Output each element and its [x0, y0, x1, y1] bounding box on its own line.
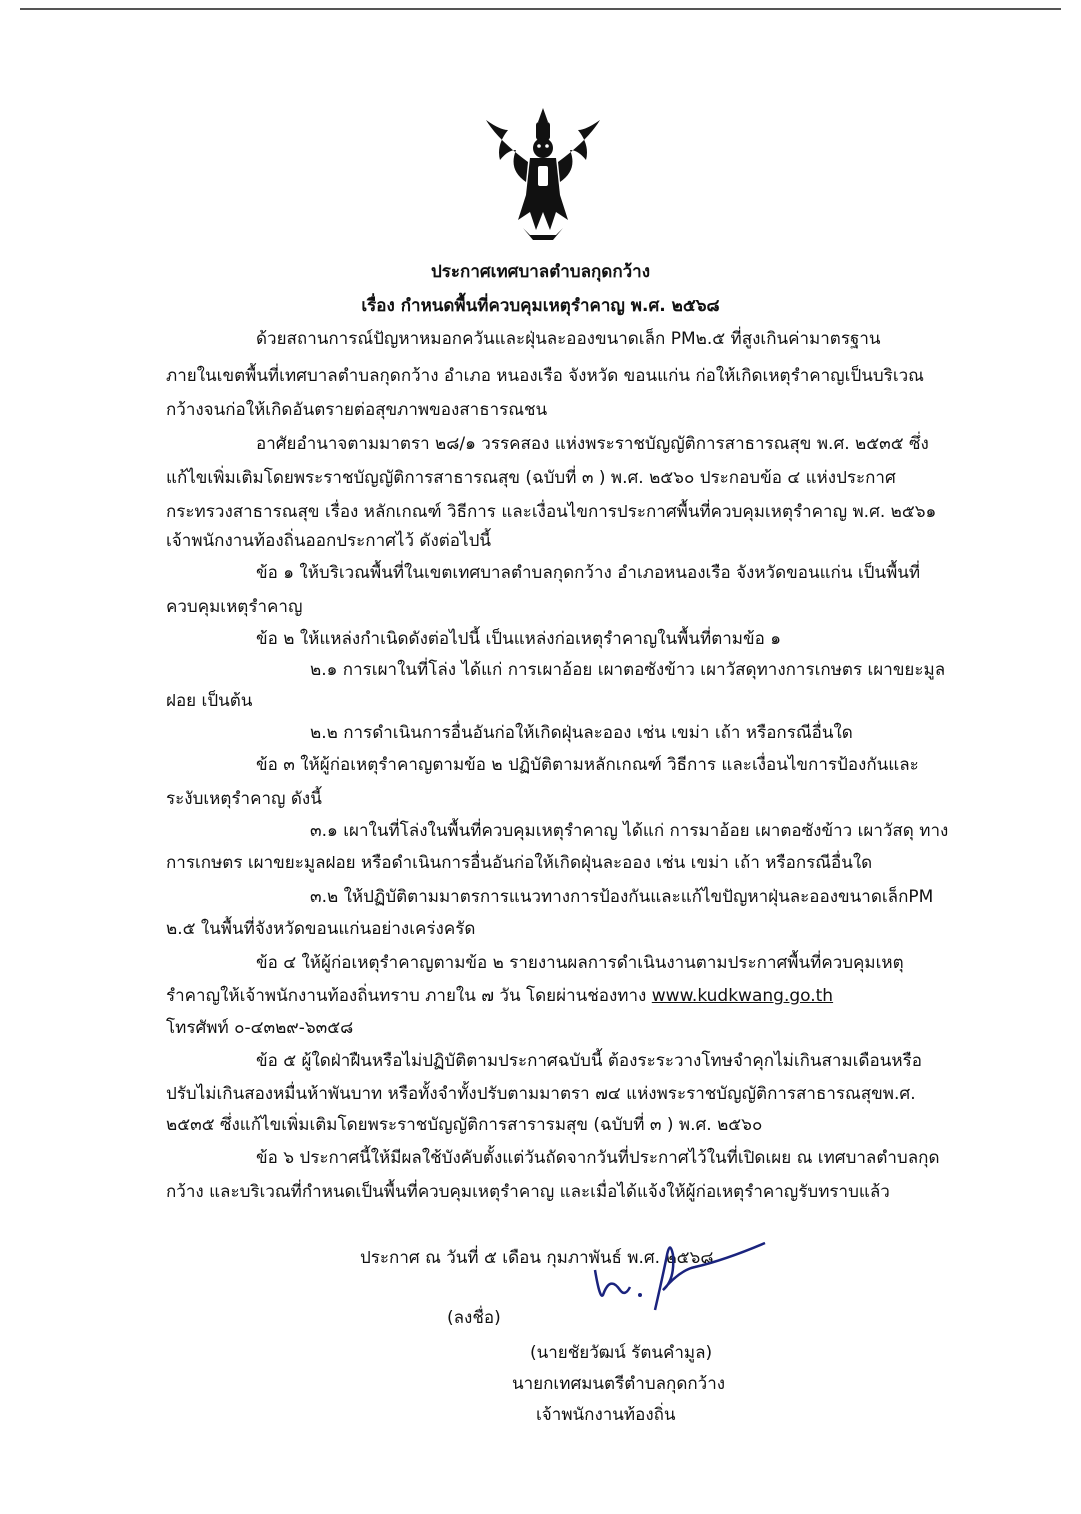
clause-line: ข้อ ๒ ให้แหล่งกำเนิดดังต่อไปนี้ เป็นแหล่งก่อเหตุรำคาญในพื้นที่ตามข้อ ๑ — [256, 629, 782, 649]
clause-line: ระงับเหตุรำคาญ ดังนี้ — [166, 789, 322, 809]
clause-line: ๒.๑ การเผาในที่โล่ง ได้แก่ การเผาอ้อย เผาตอซังข้าว เผาวัสดุทางการเกษตร เผาขยะมูล — [310, 660, 946, 680]
signature-icon — [585, 1235, 785, 1325]
signer-name: (นายชัยวัฒน์ รัตนคำมูล) — [530, 1343, 713, 1363]
clause-line: ๓.๑ เผาในที่โล่งในพื้นที่ควบคุมเหตุรำคาญ ได้แก่ การมาอ้อย เผาตอซังข้าว เผาวัสดุ ทาง — [310, 821, 949, 841]
notice-title: ประกาศเทศบาลตำบลกุดกว้าง — [430, 262, 651, 282]
body-line: กระทรวงสาธารณสุข เรื่อง หลักเกณฑ์ วิธีการ และเงื่อนไขการประกาศพื้นที่ควบคุมเหตุรำคาญ พ.ศ. ๒๕๖๑ — [166, 502, 937, 522]
clause-line: ข้อ ๔ ให้ผู้ก่อเหตุรำคาญตามข้อ ๒ รายงานผลการดำเนินงานตามประกาศพื้นที่ควบคุมเหตุ — [256, 953, 904, 973]
signer-title: นายกเทศมนตรีตำบลกุดกว้าง — [512, 1374, 726, 1394]
clause-line: ข้อ ๓ ให้ผู้ก่อเหตุรำคาญตามข้อ ๒ ปฏิบัติตามหลักเกณฑ์ วิธีการ และเงื่อนไขการป้องกันและ — [256, 755, 919, 775]
clause-line: ๓.๒ ให้ปฏิบัติตามมาตรการแนวทางการป้องกันและแก้ไขปัญหาฝุ่นละอองขนาดเล็กPM — [310, 887, 934, 907]
clause-text: รำคาญให้เจ้าพนักงานท้องถิ่นทราบ ภายใน ๗ วัน โดยผ่านช่องทาง — [166, 986, 647, 1006]
body-line: แก้ไขเพิ่มเติมโดยพระราชบัญญัติการสาธารณสุข (ฉบับที่ ๓ ) พ.ศ. ๒๕๖๐ ประกอบข้อ ๔ แห่งประกาศ — [166, 468, 896, 488]
signer-role: เจ้าพนักงานท้องถิ่น — [536, 1405, 676, 1425]
clause-line: ฝอย เป็นต้น — [166, 691, 253, 711]
body-line: เจ้าพนักงานท้องถิ่นออกประกาศไว้ ดังต่อไปนี้ — [166, 531, 491, 551]
body-line: อาศัยอำนาจตามมาตรา ๒๘/๑ วรรคสอง แห่งพระราชบัญญัติการสาธารณสุข พ.ศ. ๒๕๓๕ ซึ่ง — [256, 434, 929, 454]
clause-line: ปรับไม่เกินสองหมื่นห้าพันบาท หรือทั้งจำทั้งปรับตามมาตรา ๗๔ แห่งพระราชบัญญัติการสาธารณสุขพ.ศ. — [166, 1084, 916, 1104]
clause-line: การเกษตร เผาขยะมูลฝอย หรือดำเนินการอื่นอันก่อให้เกิดฝุ่นละออง เช่น เขม่า เถ้า หรือกรณีอื่นใด — [166, 853, 873, 873]
clause-line: ควบคุมเหตุรำคาญ — [166, 597, 303, 617]
clause-line: ข้อ ๑ ให้บริเวณพื้นที่ในเขตเทศบาลตำบลกุดกว้าง อำเภอหนองเรือ จังหวัดขอนแก่น เป็นพื้นที่ — [256, 563, 921, 583]
phone-line: โทรศัพท์ ๐-๔๓๒๙-๖๓๕๘ — [166, 1018, 354, 1038]
clause-line: ๒.๕ ในพื้นที่จังหวัดขอนแก่นอย่างเคร่งครัด — [166, 919, 476, 939]
notice-subject: เรื่อง กำหนดพื้นที่ควบคุมเหตุรำคาญ พ.ศ. ๒๕๖๘ — [361, 296, 720, 316]
top-border-line — [20, 8, 1061, 10]
body-line: ภายในเขตพื้นที่เทศบาลตำบลกุดกว้าง อำเภอ หนองเรือ จังหวัด ขอนแก่น ก่อให้เกิดเหตุรำคาญเป็นบริเวณ — [166, 366, 924, 386]
clause-line: ๒.๒ การดำเนินการอื่นอันก่อให้เกิดฝุ่นละออง เช่น เขม่า เถ้า หรือกรณีอื่นใด — [310, 723, 853, 743]
body-line: กว้างจนก่อให้เกิดอันตรายต่อสุขภาพของสาธารณชน — [166, 400, 548, 420]
clause-line: ข้อ ๖ ประกาศนี้ให้มีผลใช้บังคับตั้งแต่วันถัดจากวันที่ประกาศไว้ในที่เปิดเผย ณ เทศบาลตำบลกุด — [256, 1148, 940, 1168]
clause-line: ข้อ ๕ ผู้ใดฝ่าฝืนหรือไม่ปฏิบัติตามประกาศฉบับนี้ ต้องระระวางโทษจำคุกไม่เกินสามเดือนหรือ — [256, 1051, 922, 1071]
clause-line: กว้าง และบริเวณที่กำหนดเป็นพื้นที่ควบคุมเหตุรำคาญ และเมื่อได้แจ้งให้ผู้ก่อเหตุรำคาญรับทราบแล้ว — [166, 1182, 890, 1202]
sign-label: (ลงชื่อ) — [447, 1308, 501, 1328]
announcement-date: ประกาศ ณ วันที่ ๕ เดือน กุมภาพันธ์ พ.ศ. ๒๕๖๘ — [360, 1248, 714, 1268]
garuda-emblem-icon — [478, 100, 608, 250]
clause-line: ๒๕๓๕ ซึ่งแก้ไขเพิ่มเติมโดยพระราชบัญญัติการสารารมสุข (ฉบับที่ ๓ ) พ.ศ. ๒๕๖๐ — [166, 1115, 763, 1135]
body-line: ด้วยสถานการณ์ปัญหาหมอกควันและฝุ่นละอองขนาดเล็ก PM๒.๕ ที่สูงเกินค่ามาตรฐาน — [256, 329, 881, 349]
clause-line — [166, 985, 833, 1007]
website-link[interactable]: www.kudkwang.go.th — [651, 986, 834, 1006]
